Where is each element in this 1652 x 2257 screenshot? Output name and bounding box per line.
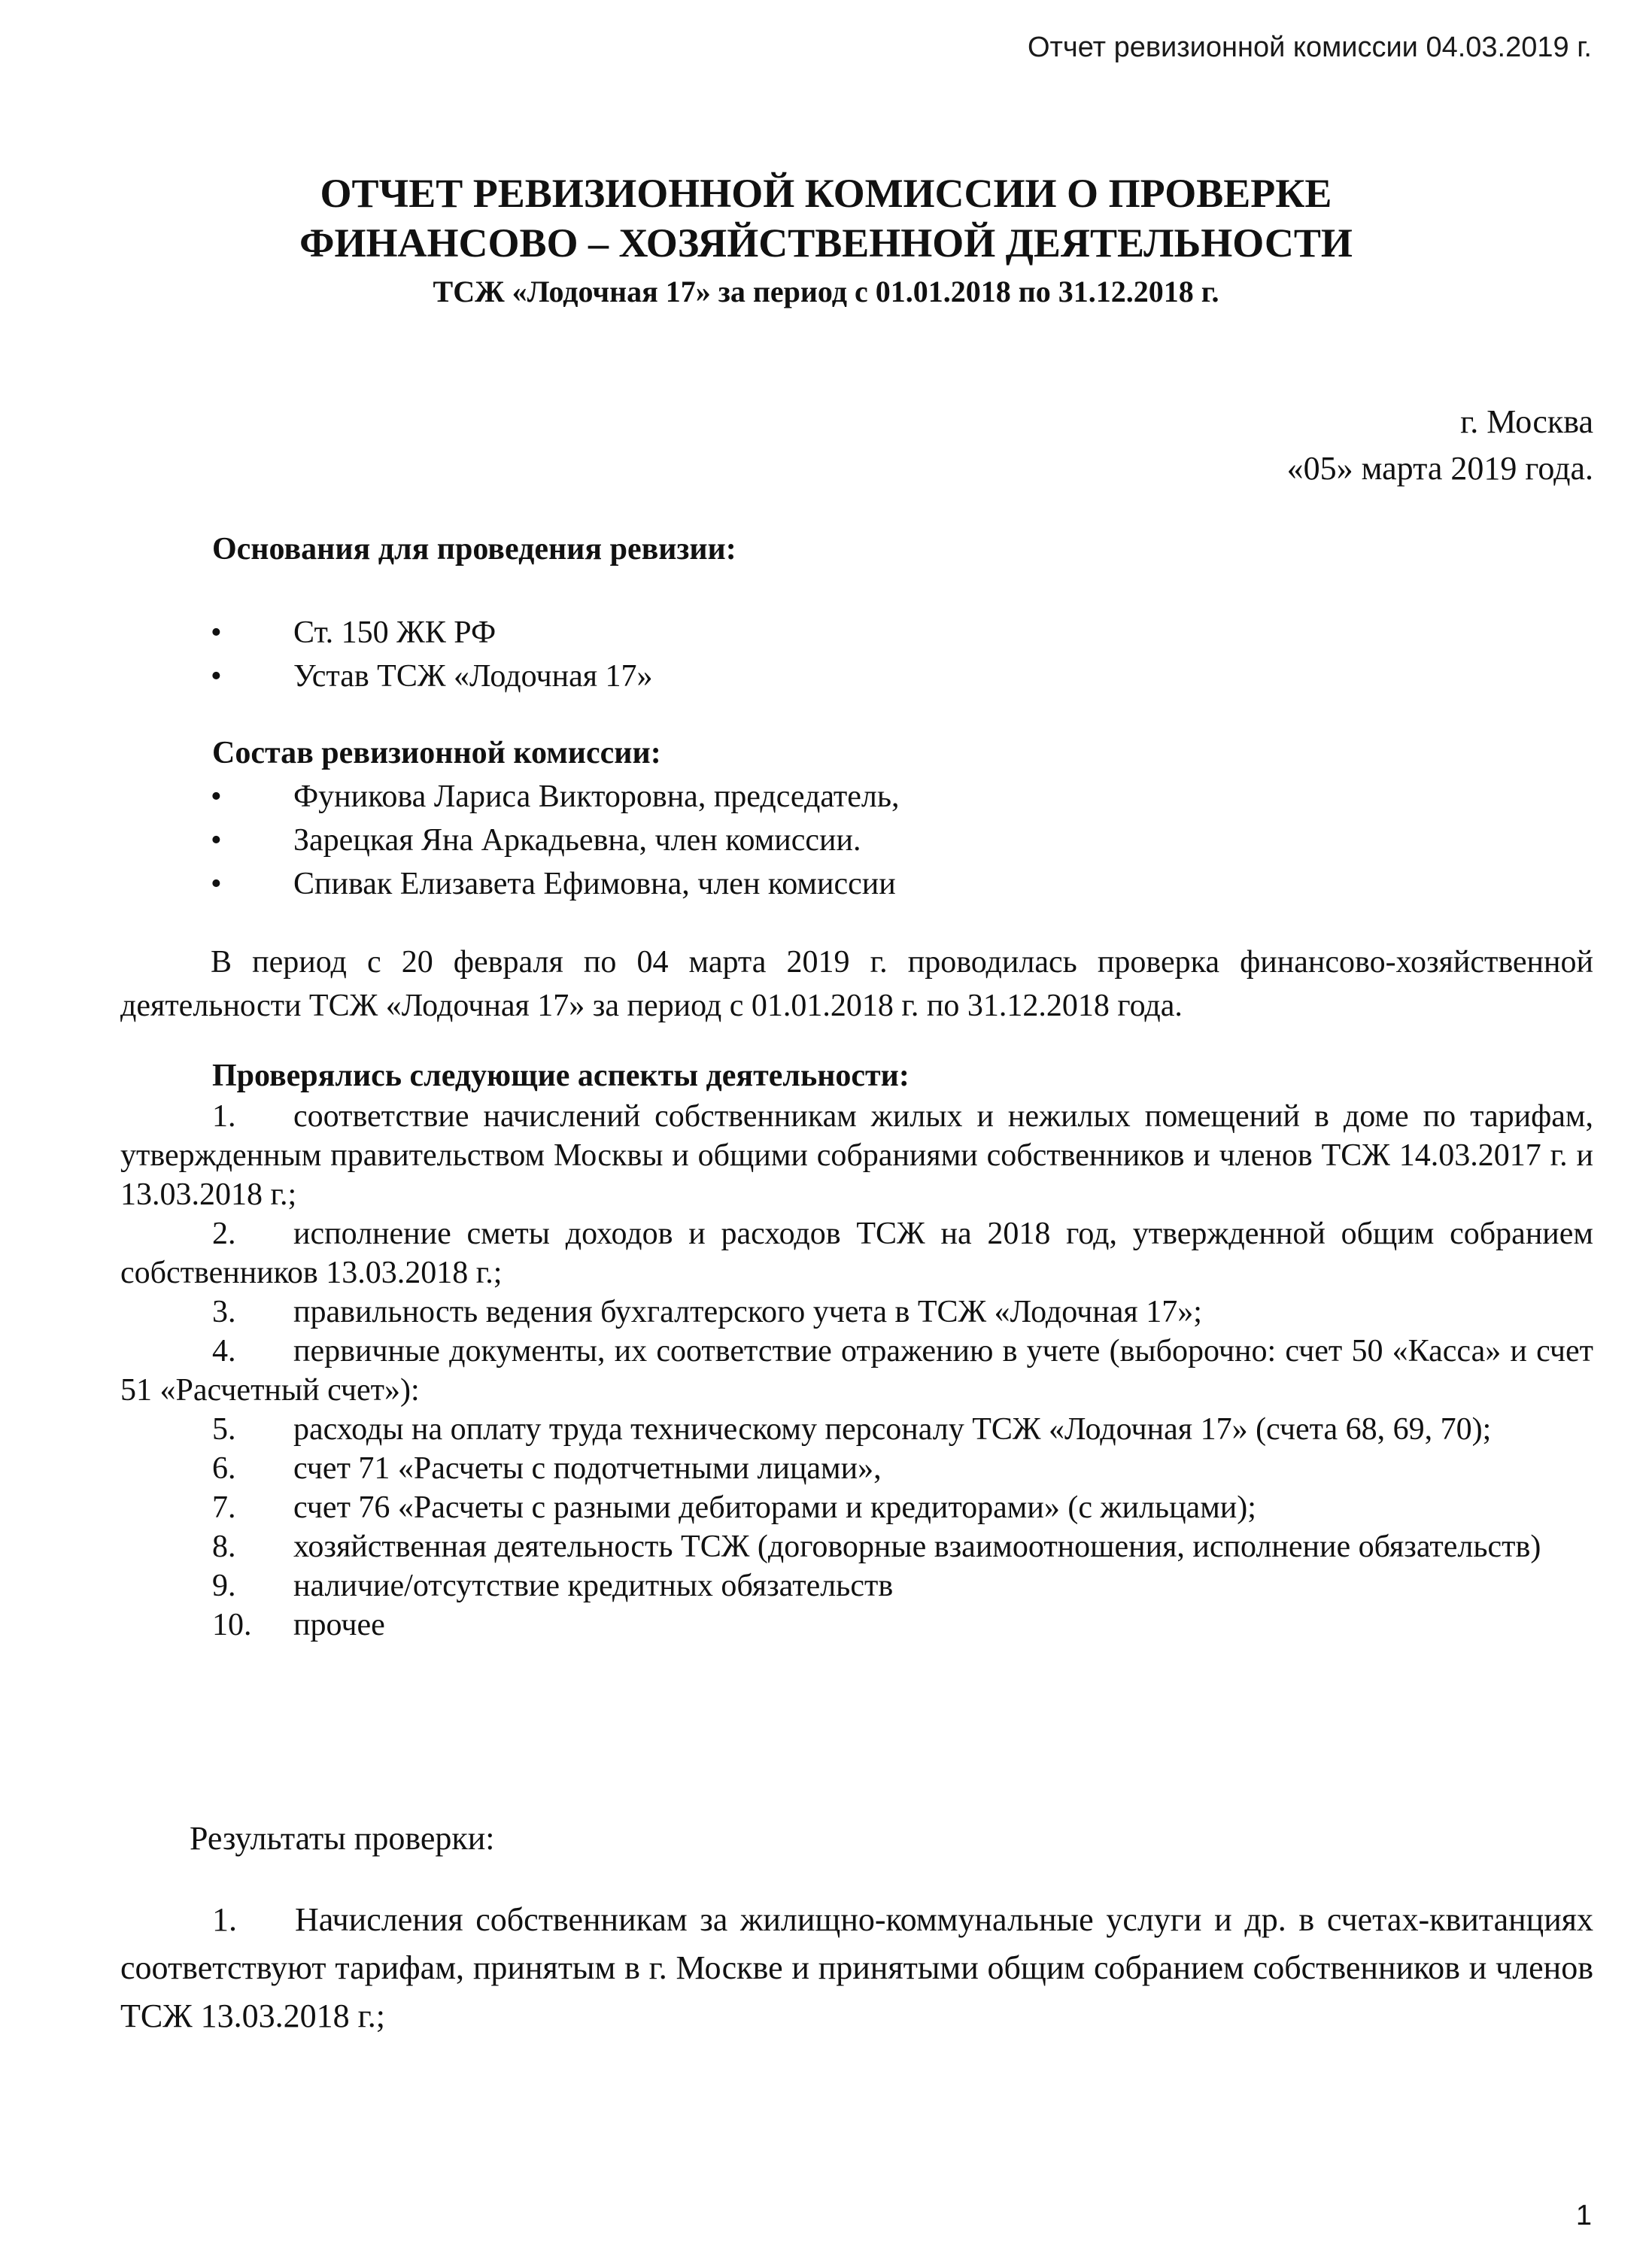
list-item: 2. исполнение сметы доходов и расходов ТСЖ на 2018 год, утвержденной общим собранием собственников 13.03.2018 г.; bbox=[120, 1217, 1593, 1290]
title-line-2: ФИНАНСОВО – ХОЗЯЙСТВЕННОЙ ДЕЯТЕЛЬНОСТИ bbox=[299, 220, 1353, 266]
list-item: • Ст. 150 ЖК РФ bbox=[211, 611, 653, 655]
grounds-list bbox=[211, 611, 653, 698]
header-note: Отчет ревизионной комиссии 04.03.2019 г. bbox=[1027, 32, 1592, 63]
list-item: • Спивак Елизавета Ефимовна, член комиссии bbox=[211, 862, 900, 906]
list-item: • Устав ТСЖ «Лодочная 17» bbox=[211, 655, 653, 698]
list-item: 5. расходы на оплату труда техническому персоналу ТСЖ «Лодочная 17» (счета 68, 69, 70); bbox=[212, 1412, 1492, 1447]
list-item: 1. соответствие начислений собственникам жилых и нежилых помещений в доме по тарифам, утвержденным правительством Москвы и общими собраниями собственников и членов ТСЖ 14.03.2017 г. и 13.03.2018 г.; bbox=[120, 1099, 1593, 1212]
list-item: • Зарецкая Яна Аркадьевна, член комиссии. bbox=[211, 819, 900, 862]
aspects-heading: Проверялись следующие аспекты деятельности: bbox=[212, 1059, 910, 1093]
commission-list bbox=[211, 775, 900, 906]
list-item: 4. первичные документы, их соответствие отражению в учете (выборочно: счет 50 «Касса» и счет 51 «Расчетный счет»): bbox=[120, 1334, 1593, 1408]
list-item: 3. правильность ведения бухгалтерского учета в ТСЖ «Лодочная 17»; bbox=[212, 1295, 1202, 1329]
list-item: 7. счет 76 «Расчеты с разными дебиторами и кредиторами» (с жильцами); bbox=[212, 1490, 1256, 1525]
commission-heading: Состав ревизионной комиссии: bbox=[212, 736, 661, 770]
document-title bbox=[0, 169, 1652, 311]
page-number: 1 bbox=[1575, 2200, 1592, 2231]
list-item: 6. счет 71 «Расчеты с подотчетными лицами», bbox=[212, 1451, 882, 1486]
list-item: 10. прочее bbox=[212, 1608, 385, 1642]
list-item: 8. хозяйственная деятельность ТСЖ (договорные взаимоотношения, исполнение обязательств) bbox=[212, 1529, 1541, 1564]
list-item: 9. наличие/отсутствие кредитных обязательств bbox=[212, 1569, 894, 1603]
place: г. Москва bbox=[1460, 403, 1593, 440]
title-line-1: ОТЧЕТ РЕВИЗИОННОЙ КОМИССИИ О ПРОВЕРКЕ bbox=[320, 171, 1332, 216]
date: «05» марта 2019 года. bbox=[1286, 450, 1593, 487]
results-heading: Результаты проверки: bbox=[190, 1820, 495, 1857]
aspects-list bbox=[120, 1097, 1593, 1645]
list-item: • Фуникова Лариса Викторовна, председатель, bbox=[211, 775, 900, 819]
title-line-3: ТСЖ «Лодочная 17» за период с 01.01.2018 по 31.12.2018 г. bbox=[433, 275, 1219, 308]
period-paragraph: В период с 20 февраля по 04 марта 2019 г. проводилась проверка финансово-хозяйственной деятельности ТСЖ «Лодочная 17» за период с 01.01.2018 г. по 31.12.2018 года. bbox=[120, 945, 1593, 1023]
result-item: 1. Начисления собственникам за жилищно-коммунальные услуги и др. в счетах-квитанциях соответствуют тарифам, принятым в г. Москве и принятыми общим собранием собственников и членов ТСЖ 13.03.2018 г.; bbox=[120, 1901, 1593, 2034]
place-date bbox=[1287, 399, 1593, 492]
grounds-heading: Основания для проведения ревизии: bbox=[212, 532, 736, 567]
